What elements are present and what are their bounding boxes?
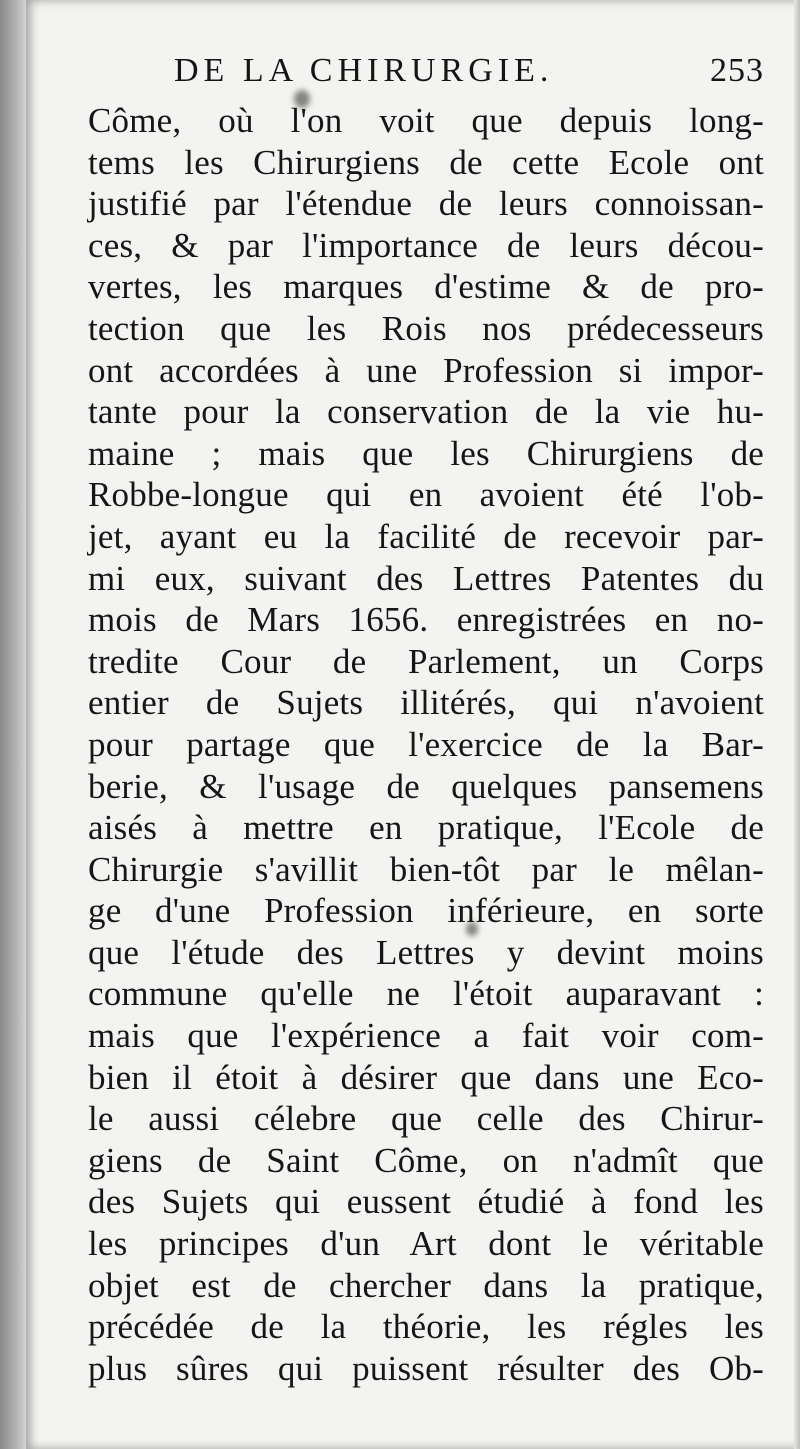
text-line: bien il étoit à désirer que dans une Eco-: [88, 1057, 764, 1097]
running-head: [174, 52, 764, 98]
text-line: commune qu'elle ne l'étoit auparavant :: [88, 974, 764, 1014]
text-line: giens de Saint Côme, on n'admît que: [88, 1140, 764, 1180]
text-line: ont accordées à une Profession si impor-: [88, 350, 764, 390]
text-line: mais que l'expérience a fait voir com-: [88, 1016, 764, 1056]
text-line: jet, ayant eu la facilité de recevoir par-: [88, 516, 764, 556]
text-line: plus sûres qui puissent résulter des Ob-: [88, 1348, 764, 1388]
text-line: précédée de la théorie, les régles les: [88, 1307, 764, 1347]
page-edge: [794, 0, 800, 1449]
text-line: Chirurgie s'avillit bien-tôt par le mêlan-: [88, 849, 764, 889]
text-line: vertes, les marques d'estime & de pro-: [88, 267, 764, 307]
text-line: des Sujets qui eussent étudié à fond les: [88, 1182, 764, 1222]
text-line: Côme, où l'on voit que depuis long-: [88, 101, 764, 140]
text-line: ge d'une Profession inférieure, en sorte: [88, 891, 764, 931]
text-line: le aussi célebre que celle des Chirur-: [88, 1099, 764, 1139]
text-line: tection que les Rois nos prédecesseurs: [88, 308, 764, 348]
body-text: [88, 100, 764, 1389]
text-line: mois de Mars 1656. enregistrées en no-: [88, 600, 764, 640]
text-line: ces, & par l'importance de leurs décou-: [88, 225, 764, 265]
text-line: entier de Sujets illitérés, qui n'avoient: [88, 683, 764, 723]
text-line: pour partage que l'exercice de la Bar-: [88, 724, 764, 764]
running-head-title: DE LA CHIRURGIE.: [174, 52, 554, 89]
text-line: tems les Chirurgiens de cette Ecole ont: [88, 142, 764, 182]
text-line: berie, & l'usage de quelques pansemens: [88, 766, 764, 806]
text-line: tante pour la conservation de la vie hu-: [88, 392, 764, 432]
book-page: [26, 0, 800, 1449]
text-line: Robbe-longue qui en avoient été l'ob-: [88, 475, 764, 515]
text-line: aisés à mettre en pratique, l'Ecole de: [88, 808, 764, 848]
text-line: mi eux, suivant des Lettres Patentes du: [88, 558, 764, 598]
text-line: maine ; mais que les Chirurgiens de: [88, 433, 764, 473]
text-line: objet est de chercher dans la pratique,: [88, 1265, 764, 1305]
text-line: les principes d'un Art dont le véritable: [88, 1224, 764, 1264]
text-line: tredite Cour de Parlement, un Corps: [88, 641, 764, 681]
text-line: justifié par l'étendue de leurs connoissan-: [88, 184, 764, 224]
page-number: 253: [710, 52, 764, 89]
text-line: que l'étude des Lettres y devint moins: [88, 932, 764, 972]
